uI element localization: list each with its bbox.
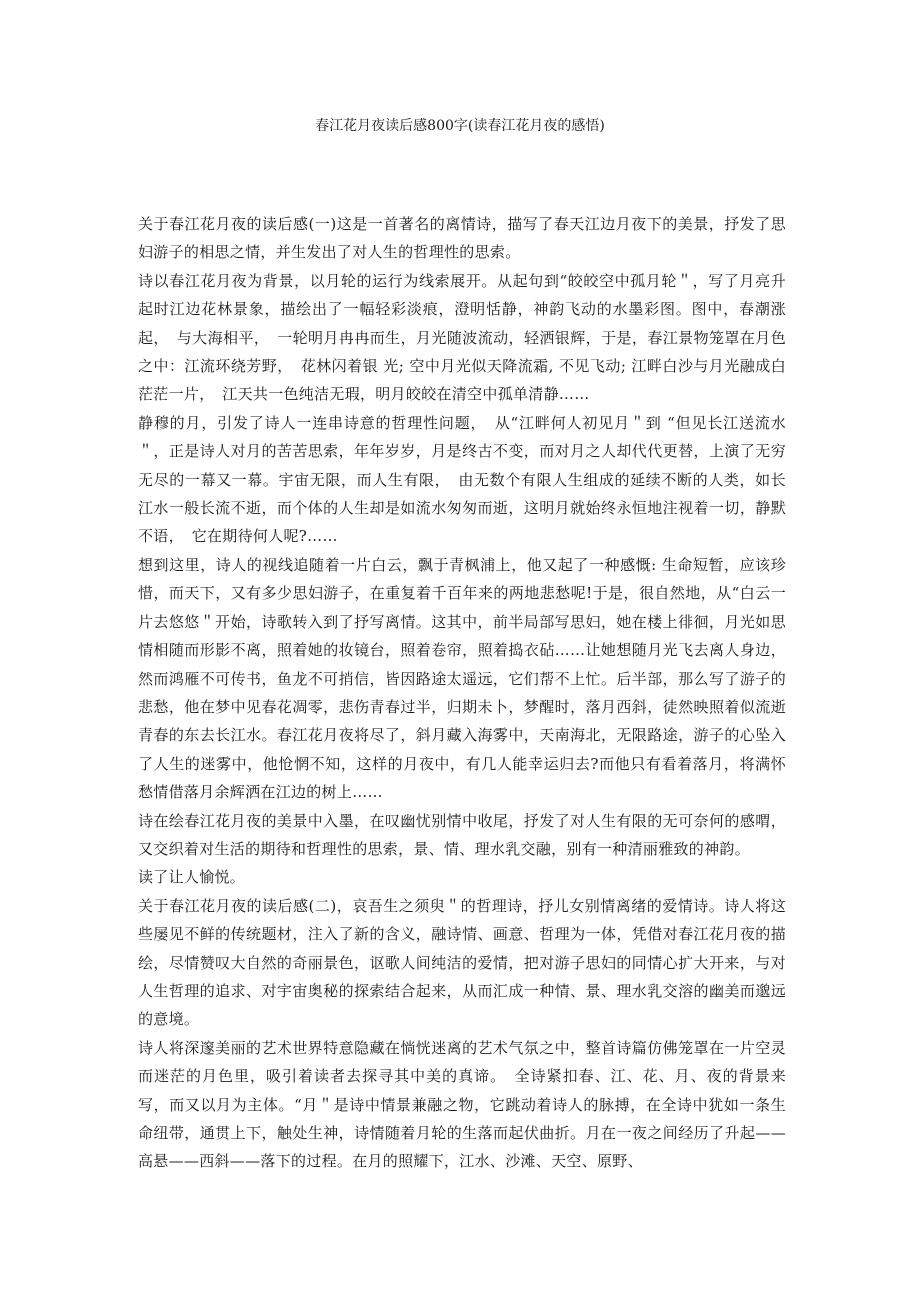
paragraph: 静穆的月，引发了诗人一连串诗意的哲理性问题， 从“江畔何人初见月＂到 “但见长江送流水＂，正是诗人对月的苦苦思索，年年岁岁，月是终古不变，而对月之人却代代更替，上演了无穷无尽的一幕又一幕。宇宙无限，而人生有限， 由无数个有限人生组成的延续不断的人类，如长江水一般长流不逝，而个体的人生却是如流水匆匆而逝，这明月就始终永恒地注视着一切，静默不语， 它在期待何人呢?…… xyxy=(138,413,786,546)
document-body xyxy=(138,210,786,1176)
paragraph: 诗人将深邃美丽的艺术世界特意隐藏在惝恍迷离的艺术气氛之中，整首诗篇仿佛笼罩在一片空灵而迷茫的月色里，吸引着读者去探寻其中美的真谛。 全诗紧扣春、江、花、月、夜的背景来写，而又以月为主体。“月＂是诗中情景兼融之物，它跳动着诗人的脉搏，在全诗中犹如一条生命纽带，通贯上下，触处生神，诗情随着月轮的生落而起伏曲折。月在一夜之间经历了升起——高悬——西斜——落下的过程。在月的照耀下，江水、沙滩、天空、原野、 xyxy=(138,1038,786,1171)
paragraph: 读了让人愉悦。 xyxy=(138,868,246,887)
paragraph: 诗以春江花月夜为背景，以月轮的运行为线索展开。从起句到“皎皎空中孤月轮＂，写了月亮升起时江边花林景象，描绘出了一幅轻彩淡痕，澄明恬静，神韵飞动的水墨彩图。图中，春潮涨起， 与大海相平， 一轮明月冉冉而生，月光随波流动，轻洒银辉，于是，春江景物笼罩在月色之中：江流环绕芳野， 花林闪着银 光; 空中月光似天降流霜, 不见飞动; 江畔白沙与月光融成白茫茫一片， 江天共一色纯洁无瑕，明月皎皎在清空中孤单清静…… xyxy=(138,271,786,404)
paragraph: 关于春江花月夜的读后感(一)这是一首著名的离情诗，描写了春天江边月夜下的美景，抒发了思妇游子的相思之情，并生发出了对人生的哲理性的思索。 xyxy=(138,215,786,262)
paragraph: 诗在绘春江花月夜的美景中入墨，在叹幽忧别情中收尾，抒发了对人生有限的无可奈何的感喟，又交织着对生活的期待和哲理性的思索，景、情、理水乳交融，别有一种清丽雅致的神韵。 xyxy=(138,811,786,858)
page-title: 春江花月夜读后感800字(读春江花月夜的感悟) xyxy=(315,118,605,134)
paragraph: 关于春江花月夜的读后感(二)，哀吾生之须臾＂的哲理诗，抒儿女别情离绪的爱情诗。诗人将这些屡见不鲜的传统题材，注入了新的含义，融诗情、画意、哲理为一体，凭借对春江花月夜的描绘，尽情赞叹大自然的奇丽景色，讴歌人间纯洁的爱情，把对游子思妇的同情心扩大开来，与对人生哲理的追求、对宇宙奥秘的探索结合起来，从而汇成一种情、景、理水乳交溶的幽美而邈远的意境。 xyxy=(138,896,786,1029)
paragraph: 想到这里，诗人的视线追随着一片白云，飘于青枫浦上，他又起了一种感慨: 生命短暂，应该珍惜，而天下，又有多少思妇游子，在重复着千百年来的两地悲愁呢!于是，很自然地，从“白云一片去悠悠＂开始，诗歌转入到了抒写离情。这其中，前半局部写思妇，她在楼上徘徊，月光如思情相随而形影不离，照着她的妆镜台，照着卷帘，照着捣衣砧……让她想随月光飞去离人身边，然而鸿雁不可传书，鱼龙不可捎信，皆因路途太遥远，它们帮不上忙。后半部，那么写了游子的悲愁，他在梦中见春花凋零，悲伤青春过半，归期未卜，梦醒时，落月西斜，徒然映照着似流逝青春的东去长江水。春江花月夜将尽了，斜月藏入海雾中，天南海北，无限路途，游子的心坠入了人生的迷雾中，他怆惘不知，这样的月夜中，有几人能幸运归去?而他只有看着落月，将满怀愁情借落月余辉洒在江边的树上…… xyxy=(138,555,786,802)
